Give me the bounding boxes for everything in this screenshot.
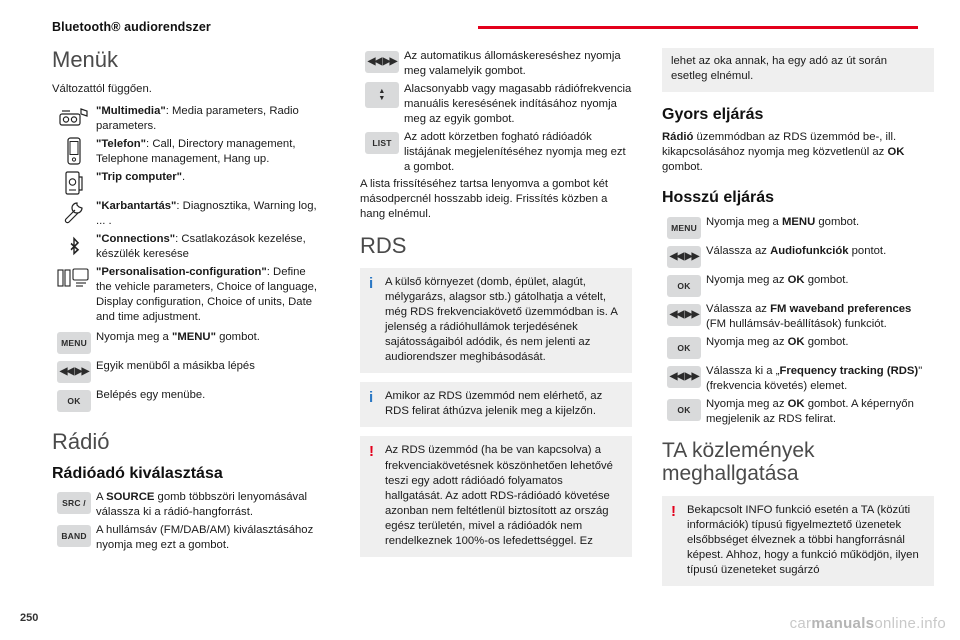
ok-button-2[interactable]	[662, 272, 706, 299]
menu-button-label: MENU	[57, 332, 91, 354]
long4-pre: Nyomja meg az	[706, 335, 788, 348]
arrows-lr-button-3[interactable]	[662, 301, 706, 328]
menu-button[interactable]	[52, 329, 96, 356]
long-row-ok-1-text	[706, 272, 934, 288]
ok-button-label: OK	[57, 390, 91, 412]
arrows-lr-icon-3: ◀◀ ▶▶	[667, 304, 702, 326]
button-row-band	[52, 522, 324, 553]
menu-item-multimedia-desc: : Media parameters, Radio parameters.	[96, 105, 299, 133]
quick-text-bold2: OK	[887, 146, 905, 159]
long-row-ok-2-text	[706, 334, 934, 350]
long2-post: gombot.	[804, 273, 849, 286]
button-row-band-text: A hullámsáv (FM/DAB/AM) kiválasztásához nyomja meg ezt a gombot.	[96, 524, 314, 552]
button-row-arrows-text: Egyik menüből a másikba lépés	[96, 360, 255, 373]
note-ta-warning-text: Bekapcsolt INFO funkció esetén a TA (közúti információk) típusú figyelmeztető üzenetek elsőbbséget élveznek a többi hangforrásnál képest. Ahhoz, hogy a funkció működjön, ilyen típusú üzeneteket sugárzó	[687, 503, 919, 577]
note-rds-warning-continued	[662, 48, 934, 92]
up-down-icon: ▲ ▼	[365, 82, 399, 108]
subsection-radio-select: Rádióadó kiválasztása	[52, 464, 223, 482]
header-rule	[478, 26, 918, 29]
menu-item-telefon	[52, 136, 324, 167]
arrows-left-right-button[interactable]	[52, 358, 96, 385]
section-title-rds: RDS	[360, 233, 407, 259]
button-row-list-text: Az adott körzetben fogható rádióadók listájának megjelenítéséhez nyomja meg ezt a gombot.	[404, 131, 626, 174]
menu-item-personalisation	[52, 264, 324, 325]
section-title-ta: TA közlemények meghallgatása	[662, 438, 815, 486]
list-button-label: LIST	[365, 132, 399, 154]
button-row-src-text	[96, 489, 324, 520]
ok-button[interactable]	[52, 387, 96, 414]
long5-bold: Frequency tracking (RDS)	[779, 364, 919, 377]
fast-seek-button[interactable]	[360, 48, 404, 75]
long-row-ok-3-text	[706, 396, 934, 427]
long6-post: gombot. A képernyőn megjelenik az RDS felirat.	[706, 397, 914, 425]
menu-item-multimedia	[52, 103, 324, 134]
long3-bold: FM waveband preferences	[770, 302, 912, 315]
note-rds-unavailable-text: Amikor az RDS üzemmód nem elérhető, az RDS felirat áthúzva jelenik meg a kijelzőn.	[385, 390, 603, 418]
bluetooth-icon	[52, 231, 96, 258]
warning-icon: !	[369, 443, 374, 461]
note-rds-reception-text: A külső környezet (domb, épület, alagút, mélygarázs, alagsor stb.) gátolhatja a vételt, még RDS frekvenciakövető üzemmódban is. A jelenség a rádióhullámok terjedésének sajátosságaiból adódik, és nem jelenti az audiorendszer meghibásodását.	[385, 276, 618, 364]
long4-bold: OK	[787, 335, 805, 348]
src-row-post: gomb többszöri lenyomásával válassza ki a rádió-hangforrást.	[96, 490, 307, 518]
button-row-up-down-text: Alacsonyabb vagy magasabb rádiófrekvencia manuális keresésének indításához nyomja meg az egyik gombot.	[404, 83, 632, 126]
long0-post: gombot.	[815, 215, 860, 228]
long3-post: (FM hullámsáv-beállítások) funkciót.	[706, 317, 887, 330]
trip-computer-icon	[52, 169, 96, 196]
long-row-arrows-2-text	[706, 301, 934, 332]
button-row-fast-seek-text: Az automatikus állomáskereséshez nyomja meg valamelyik gombot.	[404, 50, 621, 78]
source-button-label: SRC /	[57, 492, 91, 514]
button-row-fast-seek	[360, 48, 632, 79]
fast-seek-icon: ◀◀ ▶▶	[365, 51, 400, 73]
menu-item-trip-computer	[52, 169, 324, 196]
button-row-list	[360, 129, 632, 175]
menu-item-personalisation-desc: : Define the vehicle parameters, Choice of language, Display configuration, Choice of units, Date and time adjustment.	[96, 266, 318, 324]
info-icon: i	[369, 275, 374, 293]
menu-item-telefon-text	[96, 136, 324, 167]
menu-item-trip-computer-desc: .	[182, 171, 186, 184]
menu-item-multimedia-label: "Multimedia"	[96, 105, 166, 118]
long0-bold: MENU	[781, 215, 816, 228]
long1-bold: Audiofunkciók	[770, 244, 849, 257]
menu-item-karbantartas	[52, 198, 324, 229]
button-row-arrows	[52, 358, 324, 385]
menu-item-multimedia-text	[96, 103, 324, 134]
button-row-menu	[52, 329, 324, 356]
menu-row-post: gombot.	[215, 331, 260, 344]
arrows-lr-icon-4: ◀◀ ▶▶	[667, 366, 702, 388]
long-row-arrows-1-text	[706, 243, 934, 259]
up-down-button[interactable]	[360, 81, 404, 108]
menu-item-personalisation-label: "Personalisation-configuration"	[96, 266, 267, 279]
long-row-menu-text	[706, 214, 934, 230]
menu-item-personalisation-text	[96, 264, 324, 325]
menu-item-connections-text	[96, 231, 324, 262]
long5-pre: Válassza ki a „	[706, 364, 780, 377]
menu-item-karbantartas-label: "Karbantartás"	[96, 200, 177, 213]
menu-item-connections	[52, 231, 324, 262]
quick-procedure-text	[662, 130, 934, 175]
long6-bold: OK	[787, 397, 805, 410]
button-row-menu-text	[96, 329, 324, 345]
watermark	[790, 615, 946, 632]
long-row-ok-1	[662, 272, 934, 299]
menu-item-trip-computer-text	[96, 169, 324, 185]
long-row-ok-3	[662, 396, 934, 427]
long1-post: pontot.	[848, 244, 887, 257]
long0-pre: Nyomja meg a	[706, 215, 782, 228]
arrows-lr-button-4[interactable]	[662, 363, 706, 390]
note-rds-reception	[360, 268, 632, 373]
ok-button-2-label: OK	[667, 275, 701, 297]
menu-item-karbantartas-text	[96, 198, 324, 229]
telephone-icon	[52, 136, 96, 165]
watermark-suffix: online.info	[874, 615, 946, 632]
long-row-arrows-3	[662, 363, 934, 394]
band-button[interactable]	[52, 522, 96, 549]
multimedia-icon	[52, 103, 96, 130]
list-button[interactable]	[360, 129, 404, 156]
note-rds-unavailable	[360, 382, 632, 427]
long-row-arrows-1	[662, 243, 934, 270]
watermark-bold: manuals	[811, 615, 875, 632]
long6-pre: Nyomja meg az	[706, 397, 788, 410]
long1-pre: Válassza az	[706, 244, 771, 257]
intro-text: Változattól függően.	[52, 83, 152, 96]
note-ta-warning	[662, 496, 934, 586]
long-row-menu	[662, 214, 934, 241]
long2-pre: Nyomja meg az	[706, 273, 788, 286]
button-row-src	[52, 489, 324, 520]
long-row-ok-2	[662, 334, 934, 361]
menu-button-2-label: MENU	[667, 217, 701, 239]
ok-button-3-label: OK	[667, 337, 701, 359]
src-row-pre: A	[96, 490, 107, 503]
personalisation-icon	[52, 264, 96, 291]
band-button-label: BAND	[57, 525, 91, 547]
info-icon-2: i	[369, 389, 374, 407]
subsection-long-procedure: Hosszú eljárás	[662, 189, 775, 207]
column-two	[360, 48, 632, 566]
column-one	[52, 48, 324, 555]
quick-text-end: gombot.	[662, 161, 703, 174]
subsection-quick-procedure: Gyors eljárás	[662, 106, 764, 124]
arrows-lr-button-2[interactable]	[662, 243, 706, 270]
quick-text-bold: Rádió	[662, 131, 694, 144]
warning-icon-2: !	[671, 502, 676, 520]
menu-item-connections-desc: : Csatlakozások kezelése, készülék keresése	[96, 233, 306, 261]
menu-item-connections-label: "Connections"	[96, 233, 176, 246]
list-refresh-paragraph: A lista frissítéséhez tartsa lenyomva a gombot két másodpercnél hosszabb ideig. Frissítés közben a hang elnémul.	[360, 178, 609, 221]
arrows-lr-icon-2: ◀◀ ▶▶	[667, 246, 702, 268]
long-row-arrows-2	[662, 301, 934, 332]
quick-text-mid: üzemmódban az RDS üzemmód be-, ill. kikapcsolásához nyomja meg közvetlenül az	[662, 131, 897, 159]
ok-button-4-label: OK	[667, 399, 701, 421]
ok-button-3[interactable]	[662, 334, 706, 361]
long3-pre: Válassza az	[706, 302, 771, 315]
ok-button-4[interactable]	[662, 396, 706, 423]
watermark-prefix: car	[789, 615, 812, 632]
button-row-ok-text: Belépés egy menübe.	[96, 389, 206, 402]
page-number: 250	[20, 612, 39, 624]
note-rds-warning	[360, 436, 632, 556]
long4-post: gombot.	[804, 335, 849, 348]
button-row-ok	[52, 387, 324, 414]
long2-bold: OK	[787, 273, 805, 286]
menu-item-trip-computer-label: "Trip computer"	[96, 171, 183, 184]
long5-post: " (frekvencia követés) elemet.	[706, 364, 923, 392]
source-button[interactable]	[52, 489, 96, 516]
page-header-title: Bluetooth® audiorendszer	[52, 20, 211, 34]
menu-row-pre: Nyomja meg a	[96, 331, 172, 344]
note-rds-warning-text: Az RDS üzemmód (ha be van kapcsolva) a frekvenciakövetésnek köszönhetően lehetővé teszi egy adott rádióadó folyamatos hallgatását. Az adott RDS-rádióadó követése azonban nem feltétlenül biztosított az ország egész területén, mivel a rádióadók nem rendelkeznek 100%-os lefedettséggel. Ez	[385, 444, 613, 547]
menu-row-bold: "MENU"	[171, 331, 216, 344]
column-three	[662, 48, 934, 595]
arrows-lr-icon: ◀◀ ▶▶	[57, 361, 92, 383]
section-title-radio: Rádió	[52, 429, 110, 455]
maintenance-icon	[52, 198, 96, 225]
menu-item-telefon-desc: : Call, Directory management, Telephone management, Hang up.	[96, 138, 296, 166]
src-row-bold: SOURCE	[106, 490, 155, 503]
menu-button-2[interactable]	[662, 214, 706, 241]
button-row-up-down	[360, 81, 632, 127]
menu-item-telefon-label: "Telefon"	[96, 138, 147, 151]
note-rds-warning-continued-text: lehet az oka annak, ha egy adó az út során esetleg elnémul.	[671, 55, 888, 83]
menu-item-karbantartas-desc: : Diagnosztika, Warning log, ... .	[96, 200, 317, 228]
long-row-arrows-3-text	[706, 363, 934, 394]
section-title-menu: Menük	[52, 47, 119, 72]
